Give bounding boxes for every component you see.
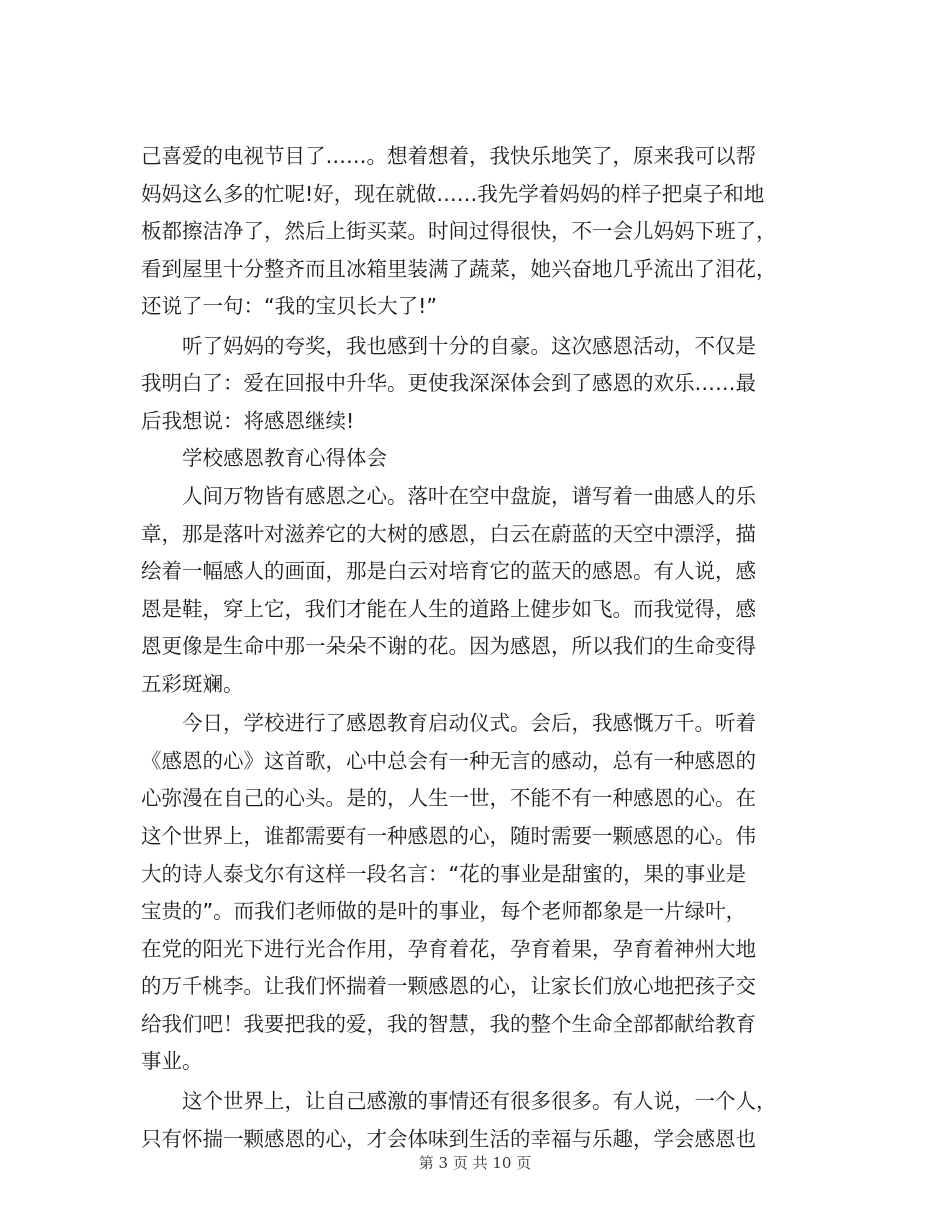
text-line: 宝贵的”。而我们老师做的是叶的事业，每个老师都象是一片绿叶， xyxy=(141,899,747,923)
text-line: 后我想说：将感恩继续! xyxy=(141,409,355,433)
page-number-footer: 第 3 页 共 10 页 xyxy=(418,1154,532,1172)
text-line: 五彩斑斓。 xyxy=(141,672,244,696)
text-line: 事业。 xyxy=(141,1049,203,1073)
section-heading: 学校感恩教育心得体会 xyxy=(141,446,387,470)
text-line: 妈妈这么多的忙呢!好，现在就做……我先学着妈妈的样子把桌子和地 xyxy=(141,182,765,206)
text-line: 这个世界上，谁都需要有一种感恩的心，随时需要一颗感恩的心。伟 xyxy=(141,824,756,848)
text-line: 绘着一幅感人的画面，那是白云对培育它的蓝天的感恩。有人说，感 xyxy=(141,559,756,583)
text-line: 只有怀揣一颗感恩的心，才会体味到生活的幸福与乐趣，学会感恩也 xyxy=(141,1127,756,1151)
text-line: 己喜爱的电视节目了……。想着想着，我快乐地笑了，原来我可以帮 xyxy=(141,144,756,168)
text-line: 恩更像是生命中那一朵朵不谢的花。因为感恩，所以我们的生命变得 xyxy=(141,634,756,658)
text-line: 这个世界上，让自己感激的事情还有很多很多。有人说，一个人， xyxy=(141,1089,777,1113)
text-line: 恩是鞋，穿上它，我们才能在人生的道路上健步如飞。而我觉得，感 xyxy=(141,597,756,621)
text-line: 板都擦洁净了，然后上街买菜。时间过得很快，不一会儿妈妈下班了， xyxy=(141,219,777,243)
text-line: 还说了一句：“我的宝贝长大了!” xyxy=(141,294,437,318)
text-line: 的万千桃李。让我们怀揣着一颗感恩的心，让家长们放心地把孩子交 xyxy=(141,974,756,998)
text-line: 我明白了：爱在回报中升华。更使我深深体会到了感恩的欢乐……最 xyxy=(141,371,756,395)
text-line: 《感恩的心》这首歌，心中总会有一种无言的感动，总有一种感恩的 xyxy=(141,749,756,773)
text-line: 给我们吧！我要把我的爱，我的智慧，我的整个生命全部都献给教育 xyxy=(141,1012,756,1036)
text-line: 听了妈妈的夸奖，我也感到十分的自豪。这次感恩活动，不仅是 xyxy=(141,334,756,358)
text-line: 心弥漫在自己的心头。是的，人生一世，不能不有一种感恩的心。在 xyxy=(141,786,756,810)
text-line: 章，那是落叶对滋养它的大树的感恩，白云在蔚蓝的天空中漂浮，描 xyxy=(141,522,756,546)
text-line: 看到屋里十分整齐而且冰箱里装满了蔬菜，她兴奋地几乎流出了泪花， xyxy=(141,257,777,281)
text-line: 今日，学校进行了感恩教育启动仪式。会后，我感慨万千。听着 xyxy=(141,711,756,735)
text-line: 大的诗人泰戈尔有这样一段名言：“花的事业是甜蜜的，果的事业是 xyxy=(141,862,747,886)
text-line: 人间万物皆有感恩之心。落叶在空中盘旋，谱写着一曲感人的乐 xyxy=(141,484,756,508)
text-line: 在党的阳光下进行光合作用，孕育着花，孕育着果，孕育着神州大地 xyxy=(141,937,756,961)
